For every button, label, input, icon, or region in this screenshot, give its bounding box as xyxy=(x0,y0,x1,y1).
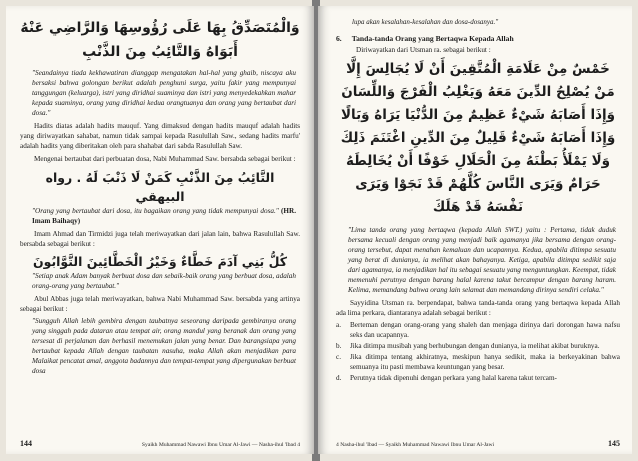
arabic-text-utsman: خَمْسٌ مِنْ عَلَامَةِ الْمُتَّقِينَ أَنْ لَا يُجَالِسَ إِلَّا مَنْ يُصْلِحُ الدِّينَ مَعَهُ وَيَغْلِبُ الْفَرْجَ وَاللِّسَانَ وَإِذَا أَصَابَهُ شَيْءٌ عَظِيمٌ مِنَ الدُّنْيَا يَرَاهُ وَبَالًا وَإِذَا أَصَابَهُ شَيْءٌ قَلِيلٌ مِنَ الدِّينِ اغْتَنَمَ ذَلِكَ وَلَا يَمْلَأُ بَطْنَهُ مِنَ الْحَلَالِ خَوْفًا أَنْ يُخَالِطَهُ حَرَامٌ وَيَرَى النَّاسَ كُلَّهُمْ قَدْ نَجَوْا وَيَرَى نَفْسَهُ قَدْ هَلَكَ xyxy=(340,61,616,215)
continued-quote-line: lupa akan kesalahan-kesalahan dan dosa-dosanya." xyxy=(352,18,499,26)
left-page-footer xyxy=(20,439,300,448)
right-page-footer xyxy=(336,439,620,448)
list-item xyxy=(336,320,620,340)
right-page-content xyxy=(336,18,620,432)
section-number: 6. xyxy=(336,34,342,43)
arabic-text-1: وَالْمُتَصَدِّقُ بِهَا عَلَى رُؤُوسِهَا وَالرَّاضِي عَنْهُ أَبَوَاهُ وَالتَّائِبُ مِنَ الذَّنْبِ xyxy=(20,20,300,60)
arabic-text-3: كُلُّ بَنِي آدَمَ خَطَّاءٌ وَخَيْرُ الْخَطَّائِينَ التَّوَّابُونَ xyxy=(32,254,288,269)
left-page xyxy=(6,6,314,454)
quote-translation-3: "Setiap anak Adam banyak berbuat dosa dan sebaik-baik orang yang berbuat dosa, adalah orang-orang yang bertaubat." xyxy=(32,272,296,290)
right-page xyxy=(318,6,632,454)
list-marker: c. xyxy=(336,353,341,361)
list-item xyxy=(336,341,620,351)
running-footer-left: Syaikh Muhammad Nawawi Ibnu Umar Al-Jawi — Nasha-ihul 'Ibad 4 xyxy=(141,442,300,448)
paragraph-hadith-mauquf: Hadits diatas adalah hadits mauquf. Yang dimaksud dengan hadits mauquf adalah hadits yang diriwayatkan sahabat, namun tidak sampai kepada Rasulullah Saw., sedang hadits marfu' adalah hadits yang diberitakan oleh para shahabat dari sabda Rasulullah Saw. xyxy=(20,122,300,150)
left-page-content xyxy=(20,16,300,432)
quote-translation-2 xyxy=(32,206,296,226)
arabic-text-2: التَّائِبُ مِنَ الذَّنْبِ كَمَنْ لَا ذَنْبَ لَهُ . رواه البيهقي xyxy=(45,170,275,204)
quote-2-text: "Orang yang bertaubat dari dosa, itu bagaikan orang yang tidak mempunyai dosa." xyxy=(32,207,279,215)
list-item xyxy=(336,373,620,383)
paragraph-abul-abbas: Abul Abbas juga telah meriwayatkan, bahwa Nabi Muhammad Saw. bersabda yang artinya sebagai berikut : xyxy=(20,295,300,313)
quote-2-source: (HR. Imam Baihaqy) xyxy=(32,207,296,225)
section-intro: Diriwayatkan dari Utsman ra. sebagai berikut : xyxy=(356,46,491,54)
page-number-right: 145 xyxy=(608,439,620,448)
quote-translation-1: "Seandainya tiada kekhawatiran dianggap mengatakan hal-hal yang ghaib, niscaya aku bersaksi bahwa golongan berikut adalah penghuni surga, yaitu fakir yang mempunyai tanggungan (keluarga), istri yang diridhai suaminya dan istri yang menyedekahkan mahar kepada suaminya, orang yang diridhai kedua orangtuanya dan orang yang bertaubat dari dosa." xyxy=(32,69,296,117)
list-marker: b. xyxy=(336,342,342,350)
list-text: Jika ditimpa tentang akhiratnya, meskipun hanya sedikit, maka ia berkeyakinan bahwa semuanya itu pasti membawa keuntungan yang besar. xyxy=(350,353,620,371)
list-text: Berteman dengan orang-orang yang shaleh dan menjaga dirinya dari dorongan hawa nafsu seks dan ucapannya. xyxy=(350,321,620,339)
list-item xyxy=(336,352,620,372)
signs-list xyxy=(336,320,620,383)
translation-utsman: "Lima tanda orang yang bertaqwa (kepada Allah SWT.) yaitu : Pertama, tidak duduk bersama kecuali dengan orang yang menjadi baik agamanya jika bersama dengan orang-orang tersebut, dapat menahan kemaluan dan ucapannya. Kedua, apabila ditimpa sesuatu yang berat di dunianya, ia melihat akan bahayanya. Ketiga, apabila ditimpa sedikit saja dari agamanya, ia menjadikan hal itu sebagai sesuatu yang menguntungkan. Keempat, tidak memenuhi perutnya dengan barang halal karena takut bercampur dengan barang haram. Kelima, memandang bahwa orang lain selamat dan memandang dirinya sendiri celaka." xyxy=(348,226,616,294)
quote-translation-4: "Sungguh Allah lebih gembira dengan taubatnya seseorang daripada gembiranya orang yang singgah pada dataran atau tempat air, orang mandul yang beranak dan orang yang tersesat di perjalanan dan berhasil menemukan jalan yang benar. Dan barangsiapa yang bertaubat kepada Allah dengan taubatan nasuha, maka Allah akan menjadikan para Malaikat pencatat amal, anggota badannya dan tempat-tempat yang dipergunakan berbuat dosa xyxy=(32,317,296,375)
list-marker: d. xyxy=(336,374,342,382)
section-title: Tanda-tanda Orang yang Bertaqwa Kepada Allah xyxy=(351,34,514,43)
page-number-left: 144 xyxy=(20,439,32,448)
running-footer-right: 4 Nasha-ihul 'Ibad — Syaikh Muhammad Nawawi Ibnu Umar Al-Jawi xyxy=(336,442,495,448)
list-text: Perutnya tidak dipenuhi dengan perkara yang halal karena takut tercam- xyxy=(350,374,557,382)
paragraph-ahmad-tirmidzi: Imam Ahmad dan Tirmidzi juga telah meriwayatkan dari jalan lain, bahwa Rasulullah Saw. bersabda sebagai berikut : xyxy=(20,230,300,248)
list-text: Jika ditimpa musibah yang berhubungan dengan dunianya, ia melihat akibat buruknya. xyxy=(350,342,600,350)
paragraph-utsman-opinion: Sayyidina Utsman ra. berpendapat, bahwa tanda-tanda orang yang bertaqwa kepada Allah ada lima perkara, diantaranya adalah sebagai berikut : xyxy=(336,299,620,317)
list-marker: a. xyxy=(336,321,341,329)
section-heading xyxy=(336,34,620,43)
paragraph-taubat-intro: Mengenai bertaubat dari perbuatan dosa, Nabi Muhammad Saw. bersabda sebagai berikut : xyxy=(34,155,296,163)
